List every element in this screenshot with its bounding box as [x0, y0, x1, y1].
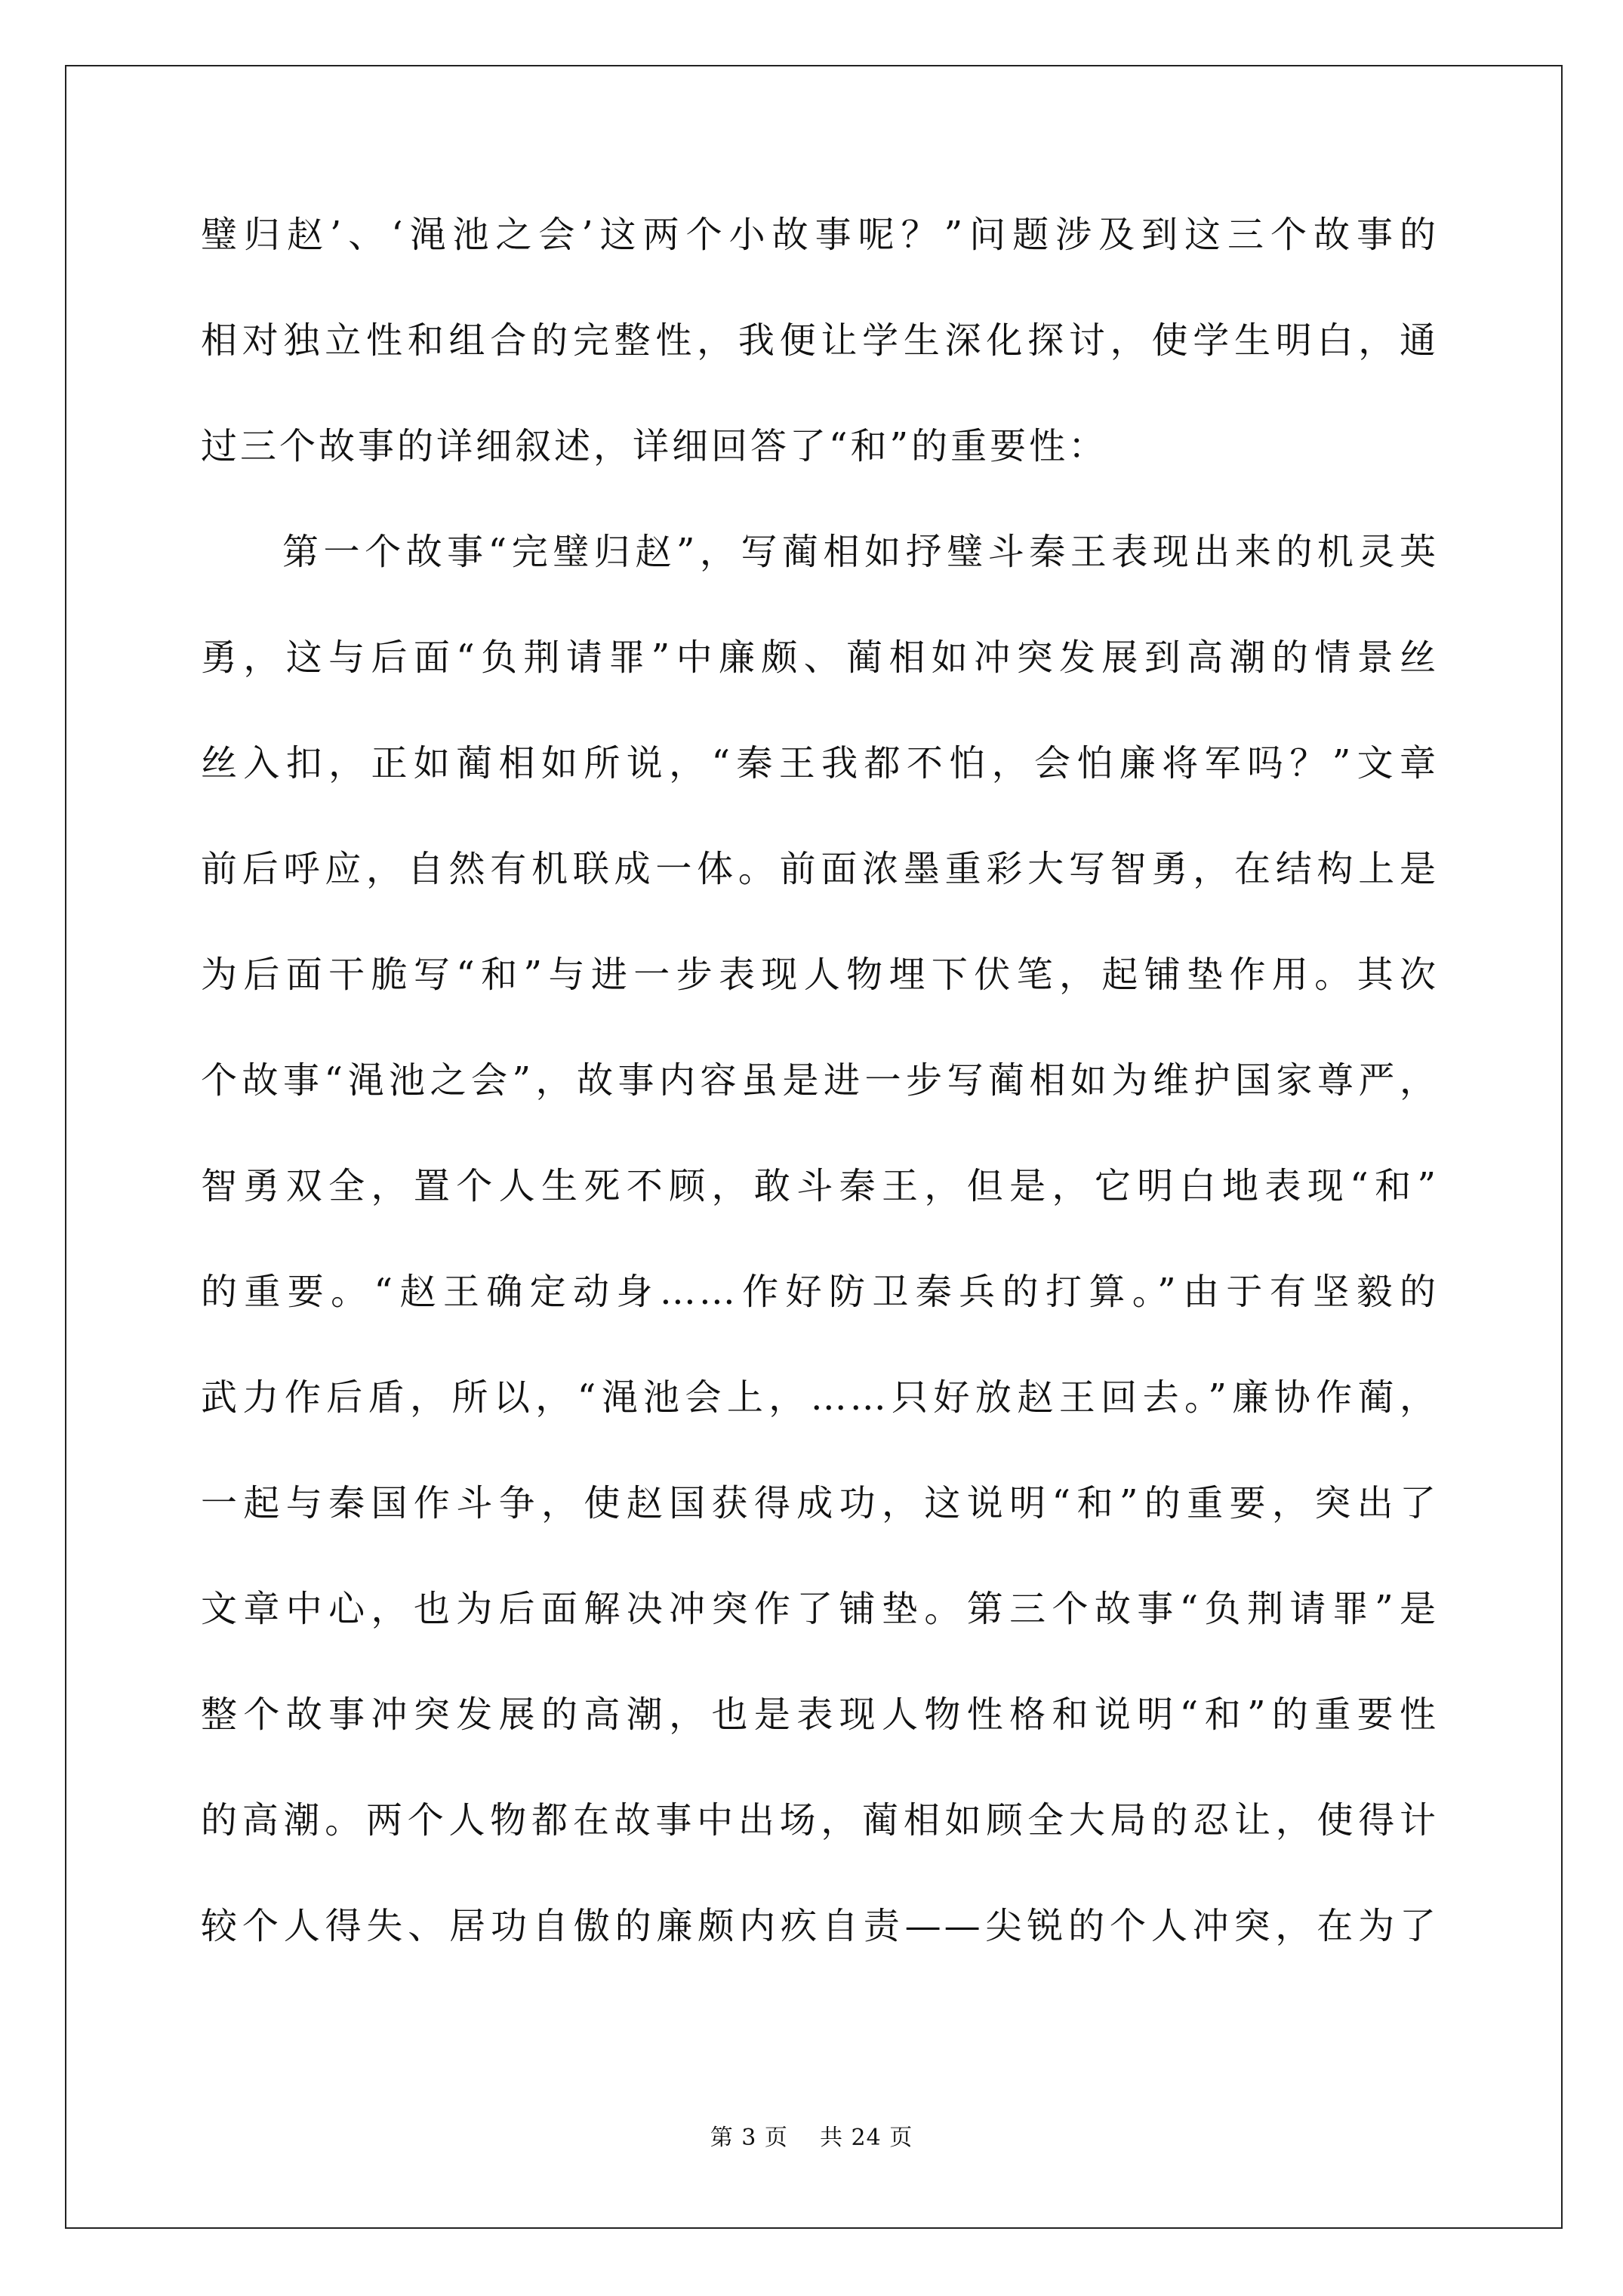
text-line: 前后呼应，自然有机联成一体。前面浓墨重彩大写智勇，在结构上是 — [201, 848, 1439, 890]
text-line: 武力作后盾，所以，“渑池会上，……只好放赵王回去。”廉协作蔺， — [201, 1376, 1439, 1419]
text-line: 的重要。“赵王确定动身……作好防卫秦兵的打算。”由于有坚毅的 — [201, 1271, 1439, 1313]
text-line: 文章中心，也为后面解决冲突作了铺垫。第三个故事“负荆请罪”是 — [201, 1588, 1439, 1630]
text-line: 整个故事冲突发展的高潮，也是表现人物性格和说明“和”的重要性 — [201, 1693, 1439, 1736]
text-line: 的高潮。两个人物都在故事中出场，蔺相如顾全大局的忍让，使得计 — [201, 1799, 1439, 1841]
document-body — [201, 208, 1439, 2005]
text-line: 个故事“渑池之会”，故事内容虽是进一步写蔺相如为维护国家尊严， — [201, 1059, 1439, 1102]
text-line: 智勇双全，置个人生死不顾，敢斗秦王，但是，它明白地表现“和” — [201, 1165, 1439, 1207]
text-line: 相对独立性和组合的完整性，我便让学生深化探讨，使学生明白，通 — [201, 319, 1439, 362]
text-line: 为后面干脆写“和”与进一步表现人物埋下伏笔，起铺垫作用。其次 — [201, 954, 1439, 996]
page-number-footer: 第 3 页 共 24 页 — [710, 2125, 913, 2151]
text-line: 较个人得失、居功自傲的廉颇内疚自责——尖锐的个人冲突，在为了 — [201, 1905, 1439, 1947]
paragraph-start-line: 第一个故事“完璧归赵”，写蔺相如抒璧斗秦王表现出来的机灵英 — [282, 531, 1439, 573]
text-line: 璧归赵’、‘渑池之会’这两个小故事呢？”问题涉及到这三个故事的 — [201, 214, 1439, 256]
text-line: 过三个故事的详细叙述，详细回答了“和”的重要性： — [201, 425, 1108, 467]
text-line: 丝入扣，正如蔺相如所说，“秦王我都不怕，会怕廉将军吗？”文章 — [201, 742, 1439, 784]
text-line: 一起与秦国作斗争，使赵国获得成功，这说明“和”的重要，突出了 — [201, 1482, 1439, 1524]
text-line: 勇，这与后面“负荆请罪”中廉颇、蔺相如冲突发展到高潮的情景丝 — [201, 636, 1439, 679]
